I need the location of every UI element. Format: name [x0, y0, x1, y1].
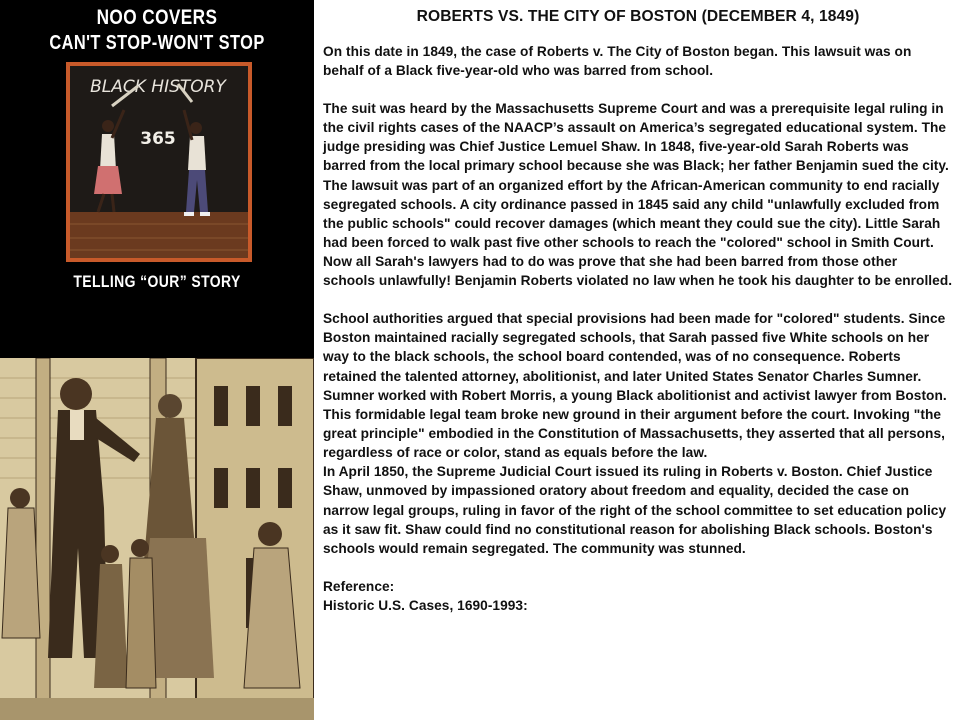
- chalkboard-illustration: [66, 62, 252, 262]
- poster-tagline: TELLING “OUR” STORY: [73, 272, 241, 291]
- article-paragraph-2: The suit was heard by the Massachusetts Supreme Court and was a prerequisite legal ruling in the civil rights cases of the NAACP’s assault on America’s segregated educational system. The judge presiding was Chief Justice Lemuel Shaw. In 1848, five-year-old Sarah Roberts was barred from the local primary school because she was Black; her father Benjamin sued the city. The lawsuit was part of an organized effort by the African-American community to end racially segregated schools. A city ordinance passed in 1845 said any child "unlawfully excluded from the public schools" could recover damages (which meant they could sue the city). Little Sarah had been forced to walk past five other schools to reach the "colored" school in Smith Court. Now all Sarah's lawyers had to do was prove that she had been barred from those other schools unlawfully! Benjamin Roberts violated no law when he took his daughter to be enrolled.: [323, 100, 953, 289]
- article-title: ROBERTS VS. THE CITY OF BOSTON (DECEMBER 4, 1849): [416, 8, 860, 25]
- article-paragraph-1: On this date in 1849, the case of Roberts v. The City of Boston began. This lawsuit was on behalf of a Black five-year-old who was barred from school.: [323, 44, 912, 79]
- article-paragraph-4: In April 1850, the Supreme Judicial Court issued its ruling in Roberts v. Boston. Chief Justice Shaw, unmoved by impassioned oratory about freedom and equality, decided the case on narrow legal groups, ruling in favor of the right of the school committee to set education policy as it saw fit. Shaw could find no constitutional reason for abolishing Black schools. Boston's schools would remain segregated. The community was stunned.: [323, 464, 947, 556]
- book-cover-poster: [0, 0, 314, 358]
- reference-source: Historic U.S. Cases, 1690-1993:: [323, 597, 528, 613]
- poster-headline-line1: NOO COVERS: [96, 6, 218, 29]
- reference-label: Reference:: [323, 578, 395, 594]
- historical-engraving-image: [0, 358, 314, 720]
- chalkboard-title: BLACK HISTORY: [90, 77, 226, 97]
- poster-headline-line2: CAN'T STOP-WON'T STOP: [49, 32, 265, 54]
- chalkboard-number: 365: [140, 129, 176, 149]
- article-paragraph-3: School authorities argued that special provisions had been made for "colored" students. Since Boston maintained racially segregated schools, that Sarah passed five White schools on her way to the black schools, the school board contended, was of no consequence. Roberts retained the talented attorney, abolitionist, and later United States Senator Charles Sumner. Sumner worked with Robert Morris, a young Black abolitionist and activist lawyer from Boston. This formidable legal team broke new ground in their argument before the court. Invoking "the great principle" embodied in the Constitution of Massachusetts, they asserted that all persons, regardless of race or color, stand as equals before the law.: [323, 311, 947, 461]
- article: [323, 6, 953, 615]
